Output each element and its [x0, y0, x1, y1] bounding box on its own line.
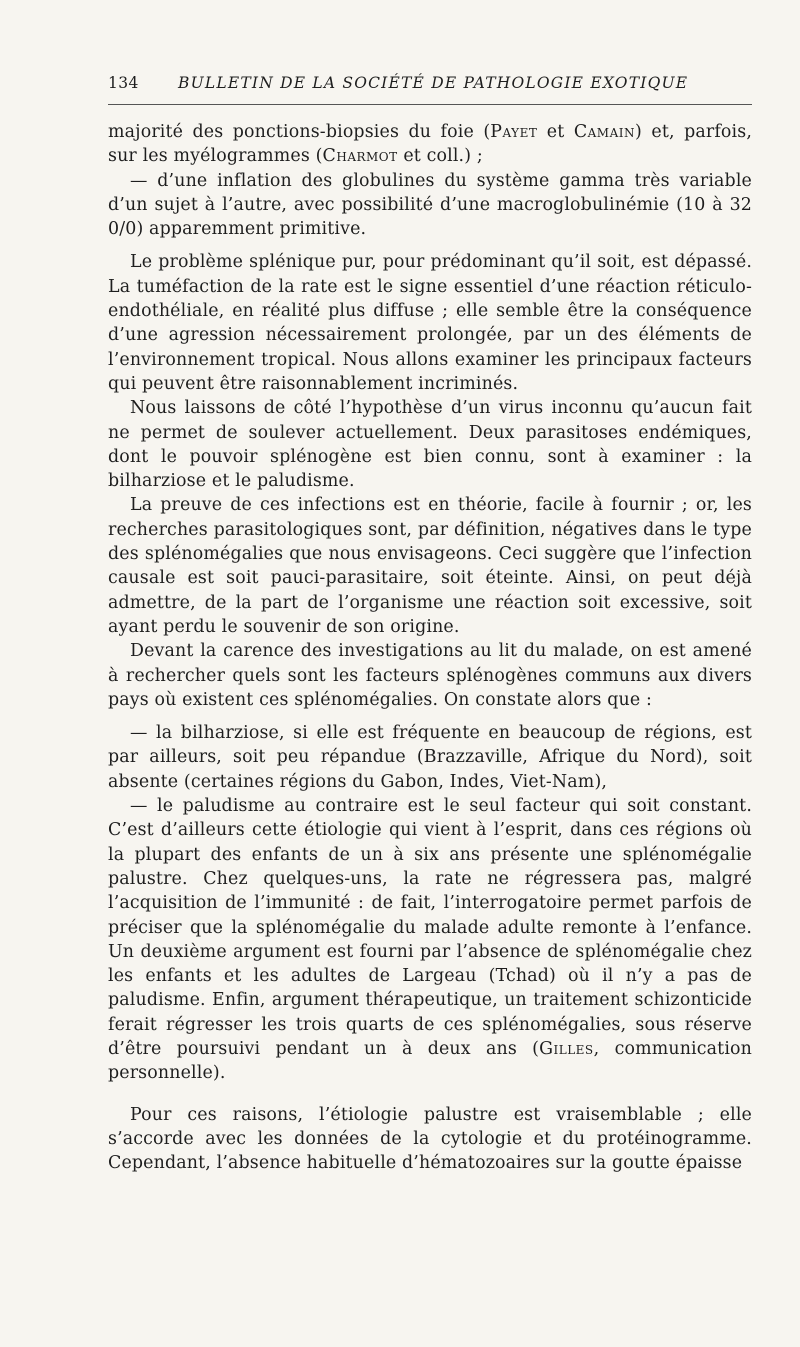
- paragraph: Devant la carence des investigations au lit du malade, on est amené à rechercher quels sont les facteurs splénogènes communs aux divers pays où existent ces splénomégalies. On constate alors que :: [108, 641, 752, 710]
- body-text: [108, 120, 752, 1175]
- author-name: Charmot: [322, 146, 398, 167]
- paragraph: — le paludisme au contraire est le seul facteur qui soit constant. C’est d’ailleurs cette étiologie qui vient à l’esprit, dans ces régions où la plupart des enfants de un à six ans présente une splénomégalie palustre. Chez quelques-uns, la rate ne régressera pas, malgré l’acquisition de l’immunité : de fait, l’interrogatoire permet parfois de préciser que la splénomégalie du malade adulte remonte à l’enfance. Un deuxième argument est fourni par l’absence de splénomégalie chez les enfants et les adultes de Largeau (Tchad) où il n’y a pas de paludisme. Enfin, argument thérapeutique, un traitement schizonticide ferait régresser les trois quarts de ces splénomégalies, sous réserve d’être poursuivi pendant un à deux ans (Gilles, communication personnelle).: [108, 796, 752, 1084]
- header-rule: [108, 104, 752, 105]
- paragraph: majorité des ponctions-biopsies du foie (Payet et Camain) et, parfois, sur les myélogrammes (Charmot et coll.) ;: [108, 122, 753, 167]
- page-number: 134: [108, 74, 139, 92]
- paragraph: La preuve de ces infections est en théorie, facile à fournir ; or, les recherches parasitologiques sont, par définition, négatives dans le type des splénomégalies que nous envisageons. Ceci suggère que l’infection causale est soit pauci-parasitaire, soit éteinte. Ainsi, on peut déjà admettre, de la part de l’organisme une réaction soit excessive, soit ayant perdu le souvenir de son origine.: [108, 495, 752, 637]
- running-title: BULLETIN DE LA SOCIÉTÉ DE PATHOLOGIE EXOTIQUE: [178, 74, 689, 92]
- paragraph: — la bilharziose, si elle est fréquente en beaucoup de régions, est par ailleurs, soit peu répandue (Brazzaville, Afrique du Nord), soit absente (certaines régions du Gabon, Indes, Viet-Nam),: [108, 723, 752, 792]
- paragraph: Nous laissons de côté l’hypothèse d’un virus inconnu qu’aucun fait ne permet de soulever actuellement. Deux parasitoses endémiques, dont le pouvoir splénogène est bien connu, sont à examiner : la bilharziose et le paludisme.: [108, 398, 752, 492]
- author-name: Payet: [490, 122, 538, 142]
- author-name: Camain: [573, 122, 635, 142]
- paragraph: Pour ces raisons, l’étiologie palustre est vraisemblable ; elle s’accorde avec les données de la cytologie et du protéinogramme. Cependant, l’absence habituelle d’hématozoaires sur la goutte épaisse: [108, 1104, 752, 1174]
- paragraph: — d’une inflation des globulines du système gamma très variable d’un sujet à l’autre, avec possibilité d’une macroglobulinémie (10 à 32 0/0) apparemment primitive.: [108, 170, 752, 240]
- paragraph: Le problème splénique pur, pour prédominant qu’il soit, est dépassé. La tuméfaction de la rate est le signe essentiel d’une réaction réticulo-endothéliale, en réalité plus diffuse ; elle semble être la conséquence d’une agression nécessairement prolongée, par un des éléments de l’environnement tropical. Nous allons examiner les principaux facteurs qui peuvent être raisonnablement incriminés.: [108, 252, 752, 394]
- author-name: Gilles: [539, 1038, 594, 1059]
